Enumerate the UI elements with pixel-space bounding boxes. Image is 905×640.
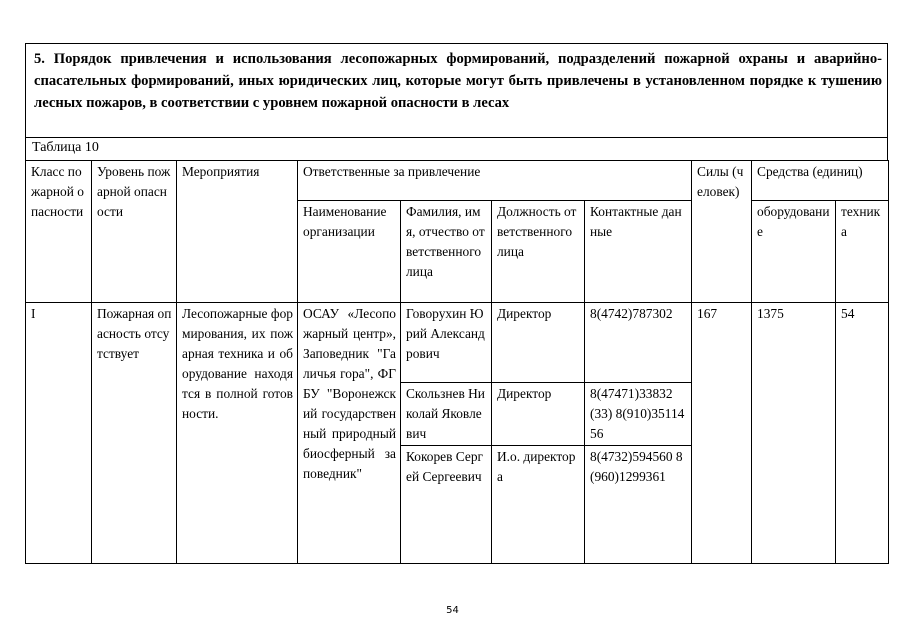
cell-danger-level: Пожарная опасность отсутствует (92, 303, 177, 564)
section-heading-box (25, 43, 888, 138)
cell-equipment: 1375 (752, 303, 836, 564)
header-position: Должность ответственного лица (492, 201, 585, 303)
section-heading: 5. Порядок привлечения и использования лесопожарных формирований, подразделений пожарной охраны и аварийно-спасательных формирований, иных юридических лиц, которые могут быть привлечены в установленном порядке к тушению лесных пожаров, в соответствии с уровнем пожарной опасности в лесах (34, 51, 882, 111)
header-org-name: Наименование организации (298, 201, 401, 303)
header-measures: Мероприятия (177, 161, 298, 303)
cell-measures: Лесопожарные формирования, их пожарная техника и оборудование находятся в полной готовности. (177, 303, 298, 564)
header-fire-class: Класс пожарной опасности (26, 161, 92, 303)
table-header-row (26, 161, 889, 201)
cell-contact-position: Директор (492, 383, 585, 446)
cell-organization: ОСАУ «Лесопожарный центр», Заповедник "Галичья гора", ФГБУ "Воронежский государственный природный биосферный заповедник" (298, 303, 401, 564)
fire-forces-table (25, 160, 889, 564)
cell-contact-position: И.о. директора (492, 446, 585, 564)
cell-contact-position: Директор (492, 303, 585, 383)
header-danger-level: Уровень пожарной опасности (92, 161, 177, 303)
header-full-name: Фамилия, имя, отчество ответственного лица (401, 201, 492, 303)
cell-contact-phone: 8(4732)594560 8(960)1299361 (585, 446, 692, 564)
header-equipment: оборудование (752, 201, 836, 303)
cell-contact-name: Кокорев Сергей Сергеевич (401, 446, 492, 564)
table-caption-box (25, 137, 888, 160)
header-means: Средства (единиц) (752, 161, 889, 201)
cell-contact-phone: 8(47471)33832 (33) 8(910)3511456 (585, 383, 692, 446)
table-caption: Таблица 10 (32, 140, 99, 155)
header-forces: Силы (человек) (692, 161, 752, 303)
header-contacts: Контактные данные (585, 201, 692, 303)
table-row (26, 303, 889, 383)
header-responsible: Ответственные за привлечение (298, 161, 692, 201)
cell-contact-name: Скользнев Николай Яковлевич (401, 383, 492, 446)
cell-machinery: 54 (836, 303, 889, 564)
header-machinery: техника (836, 201, 889, 303)
cell-forces: 167 (692, 303, 752, 564)
cell-contact-name: Говорухин Юрий Александрович (401, 303, 492, 383)
page-number: 54 (446, 605, 459, 616)
cell-contact-phone: 8(4742)787302 (585, 303, 692, 383)
cell-fire-class: I (26, 303, 92, 564)
